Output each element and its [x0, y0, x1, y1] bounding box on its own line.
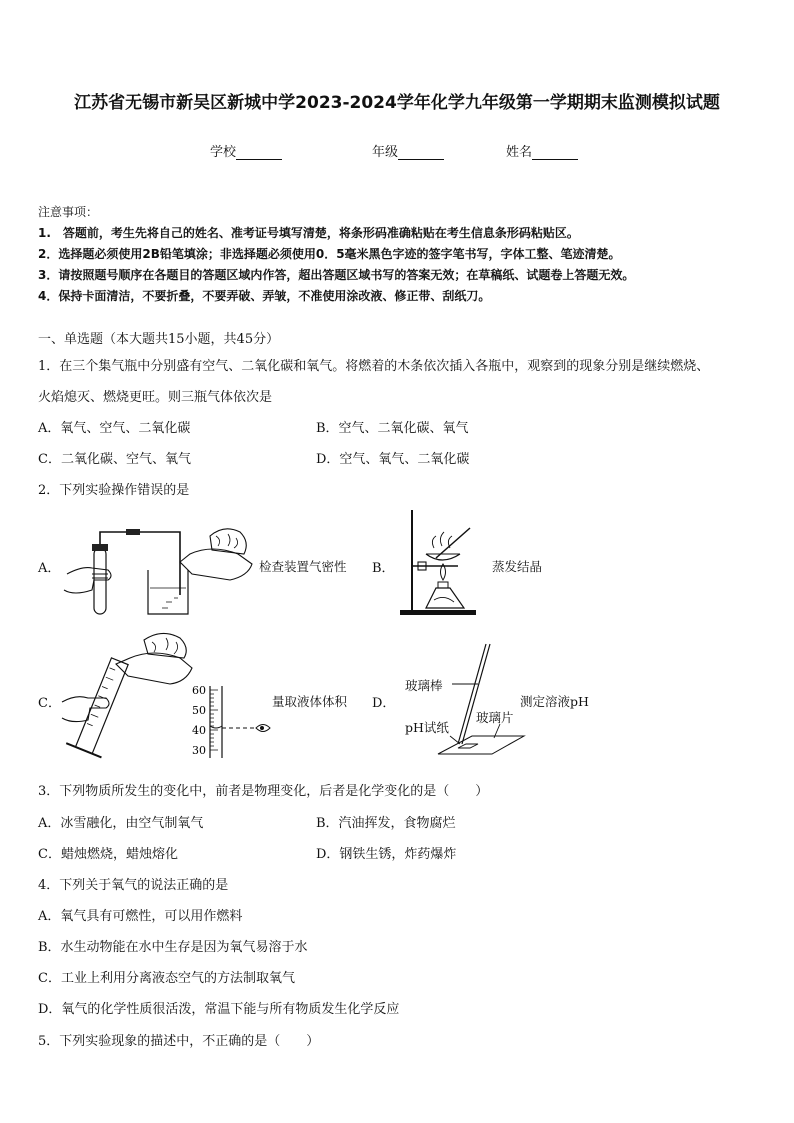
q2-option-d-caption: 测定溶液pH: [520, 694, 589, 709]
section-heading: 一、单选题（本大题共15小题，共45分）: [38, 332, 280, 347]
q2-option-c-letter[interactable]: C．: [38, 696, 61, 711]
q1-option-d[interactable]: D．空气、氧气、二氧化碳: [316, 452, 470, 467]
q2-option-d-letter[interactable]: D．: [372, 696, 396, 711]
q4-option-b[interactable]: B．水生动物能在水中生存是因为氧气易溶于水: [38, 940, 308, 955]
airtight-check-illustration: [62, 510, 262, 620]
notice-item-3: 3．请按照题号顺序在各题目的答题区域内作答，超出答题区域书写的答案无效；在草稿纸、试题卷上答题无效。: [38, 268, 635, 282]
q2-option-c-caption: 量取液体体积: [272, 694, 348, 709]
ph-test-illustration: [400, 640, 540, 760]
q2-stem: 2．下列实验操作错误的是: [38, 483, 190, 498]
q2-option-b-caption: 蒸发结晶: [492, 559, 543, 574]
q3-option-d[interactable]: D．钢铁生锈，炸药爆炸: [316, 847, 457, 862]
q2-option-a-caption: 检查装置气密性: [259, 559, 347, 574]
scale-tick-60: 60: [192, 684, 206, 697]
exam-title: 江苏省无锡市新吴区新城中学2023-2024学年化学九年级第一学期期末监测模拟试题: [74, 93, 720, 113]
q2-option-a-letter[interactable]: A．: [38, 561, 61, 576]
q2-label-ph-paper: pH试纸: [405, 720, 449, 735]
q1-option-a[interactable]: A．氧气、空气、二氧化碳: [38, 421, 191, 436]
q4-stem: 4．下列关于氧气的说法正确的是: [38, 878, 229, 893]
q3-option-a[interactable]: A．冰雪融化，由空气制氧气: [38, 816, 204, 831]
q5-stem: 5．下列实验现象的描述中，不正确的是（ ）: [38, 1034, 320, 1049]
school-field: [210, 141, 282, 160]
q4-option-a[interactable]: A．氧气具有可燃性，可以用作燃料: [38, 909, 243, 924]
q2-option-b-letter[interactable]: B．: [372, 561, 395, 576]
q1-option-b[interactable]: B．空气、二氧化碳、氧气: [316, 421, 469, 436]
scale-tick-30: 30: [192, 744, 206, 757]
name-field: [506, 141, 578, 160]
evaporation-illustration: [396, 508, 486, 618]
q1-stem-line2: 火焰熄灭、燃烧更旺。则三瓶气体依次是: [38, 390, 273, 405]
school-label: 学校: [210, 145, 237, 160]
q1-stem-line1: 1．在三个集气瓶中分别盛有空气、二氧化碳和氧气。将燃着的木条依次插入各瓶中，观察到的现象分别是继续燃烧、: [38, 359, 710, 374]
notice-heading: 注意事项：: [38, 205, 99, 219]
notice-item-4: 4．保持卡面清洁，不要折叠，不要弄破、弄皱，不准使用涂改液、修正带、刮纸刀。: [38, 289, 491, 303]
school-blank[interactable]: [236, 147, 282, 160]
q1-option-c[interactable]: C．二氧化碳、空气、氧气: [38, 452, 191, 467]
q3-option-b[interactable]: B．汽油挥发，食物腐烂: [316, 816, 456, 831]
name-blank[interactable]: [532, 147, 578, 160]
q2-label-glass-plate: 玻璃片: [476, 710, 514, 725]
name-label: 姓名: [506, 145, 533, 160]
scale-tick-40: 40: [192, 724, 206, 737]
measure-volume-illustration: [62, 628, 272, 768]
q4-option-c[interactable]: C．工业上利用分离液态空气的方法制取氧气: [38, 971, 295, 986]
grade-blank[interactable]: [398, 147, 444, 160]
notice-item-1: 1. 答题前，考生先将自己的姓名、准考证号填写清楚，将条形码准确粘贴在考生信息条形码粘贴区。: [38, 226, 579, 240]
notice-item-2: 2．选择题必须使用2B铅笔填涂；非选择题必须使用0．5毫米黑色字迹的签字笔书写，字体工整、笔迹清楚。: [38, 247, 621, 261]
q3-option-c[interactable]: C．蜡烛燃烧，蜡烛熔化: [38, 847, 178, 862]
q3-stem: 3．下列物质所发生的变化中，前者是物理变化，后者是化学变化的是（ ）: [38, 784, 489, 799]
grade-field: [372, 141, 444, 160]
scale-tick-50: 50: [192, 704, 206, 717]
grade-label: 年级: [372, 145, 399, 160]
q2-label-glass-rod: 玻璃棒: [405, 678, 443, 693]
q4-option-d[interactable]: D．氧气的化学性质很活泼，常温下能与所有物质发生化学反应: [38, 1002, 400, 1017]
